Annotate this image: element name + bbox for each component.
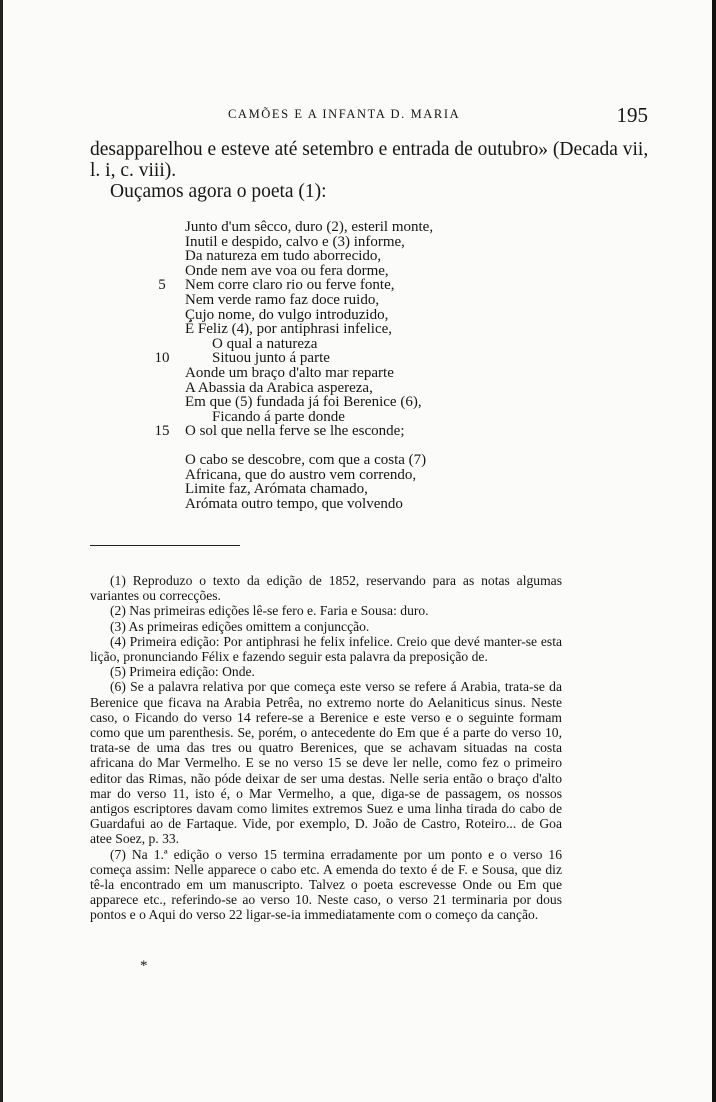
verse-line (150, 322, 570, 337)
verse-text: Situou junto á parte (212, 350, 330, 367)
verse-line (150, 381, 570, 396)
footnote: (1) Reproduzo o texto da edição de 1852, reservando para as notas algumas variantes ou correcções. (90, 573, 562, 604)
verse-line (150, 235, 570, 250)
verse-text: Junto d'um sêcco, duro (2), esteril monte, (185, 219, 434, 235)
verse-text: Em que (5) fundada já foi Berenice (6), (185, 394, 422, 411)
intro-paragraph: desapparelhou e esteve até setembro e entrada de outubro» (Decada vii, l. i, c. viii). (90, 139, 649, 181)
signature-mark: * (140, 958, 148, 974)
verse-line (150, 351, 570, 366)
intro-text (90, 139, 650, 202)
verse-line (150, 249, 570, 264)
footnote: (2) Nas primeiras edições lê-se fero e. Faria e Sousa: duro. (110, 603, 429, 619)
verse-line (150, 453, 570, 468)
verse-text: É Feliz (4), por antiphrasi infelice, (185, 321, 393, 338)
line-number: 10 (154, 350, 170, 367)
footnotes (90, 573, 562, 923)
verse-text: Limite faz, Arómata chamado, (185, 481, 368, 498)
line-number: 15 (154, 423, 170, 440)
verse-text: Aonde um braço d'alto mar reparte (185, 364, 394, 381)
verse-text: Nem verde ramo faz doce ruido, (185, 291, 380, 308)
footnote-rule (90, 545, 240, 546)
verse-text: O sol que nella ferve se lhe esconde; (185, 423, 405, 440)
poem (150, 220, 570, 511)
verse-text: Onde nem ave voa ou fera dorme, (185, 262, 389, 279)
verse-line (150, 293, 570, 308)
verse-text: Inutil e despido, calvo e (3) informe, (185, 233, 405, 250)
verse-line (150, 264, 570, 279)
verse-line (150, 410, 570, 425)
verse-text: Nem corre claro rio ou ferve fonte, (185, 277, 395, 294)
page-number: 195 (616, 103, 648, 127)
verse-line (150, 337, 570, 352)
verse-text: O qual a natureza (212, 335, 318, 352)
verse-line (150, 308, 570, 323)
verse-line (150, 497, 570, 512)
verse-text: O cabo se descobre, com que a costa (7) (185, 451, 427, 468)
verse-text: Da natureza em tudo aborrecido, (185, 248, 382, 265)
footnote: (6) Se a palavra relativa por que começa este verso se refere á Arabia, trata-se da Berenice que ficava na Arabia Petrêa, no extremo norte do Aelaniticus sinus. Neste caso, o Ficando do verso 14 refere-se a Berenice e este verso e o seguinte formam como que um parenthesis. Se, porém, o antecedente do Em que é a parte do verso 10, trata-se de uma das tres ou quatro Berenices, que se achavam situadas na costa africana do Mar Vermelho. E se no verso 15 se deve ler nelle, como fez o primeiro editor das Rimas, não póde deixar de ser uma destas. Nelle seria então o braço d'alto mar do verso 11, isto é, o Mar Vermelho, a que, diga-se de passagem, os nossos antigos escriptores davam como limites extremos Suez e uma linha tirada do cabo de Guardafui ao de Fartaque. Vide, por exemplo, D. João de Castro, Roteiro... de Goa atee Soez, p. 33. (90, 679, 562, 847)
footnote: (3) As primeiras edições omittem a conjuncção. (110, 618, 370, 634)
running-head: CAMÕES E A INFANTA D. MARIA (228, 107, 461, 121)
verse-text: Çujo nome, do vulgo introduzido, (185, 306, 389, 323)
intro-paragraph: Ouçamos agora o poeta (1): (110, 181, 327, 202)
verse-line (150, 468, 570, 483)
line-number: 5 (158, 277, 166, 294)
page-header (88, 103, 648, 129)
verse-text: Africana, que do austro vem correndo, (185, 466, 417, 483)
verse-line (150, 278, 570, 293)
verse-text: Ficando á parte donde (212, 408, 345, 425)
footnote: (5) Primeira edição: Onde. (110, 664, 255, 680)
verse-line (150, 424, 570, 439)
verse-line (150, 482, 570, 497)
footnote: (7) Na 1.ª edição o verso 15 termina erradamente por um ponto e o verso 16 começa assim: Nelle apparece o cabo etc. A emenda do texto é de F. e Sousa, que diz tê-la encontrado em um manuscripto. Talvez o poeta escrevesse Onde ou Em que apparece etc., referindo-se ao verso 10. Neste caso, o verso 21 terminaria por dous pontos e o Aqui do verso 22 ligar-se-ia immediatamente com o começo da canção. (90, 846, 562, 923)
verse-line (150, 395, 570, 410)
verse-text: A Abassia da Arabica aspereza, (185, 379, 373, 396)
stanza-break (150, 439, 570, 453)
verse-line (150, 220, 570, 235)
footnote: (4) Primeira edição: Por antiphrasi he felix infelice. Creio que devé manter-se esta lição, pronunciando Félix e fazendo seguir esta palavra da preposição de. (90, 633, 562, 665)
verse-line (150, 366, 570, 381)
verse-text: Arómata outro tempo, que volvendo (185, 495, 403, 512)
